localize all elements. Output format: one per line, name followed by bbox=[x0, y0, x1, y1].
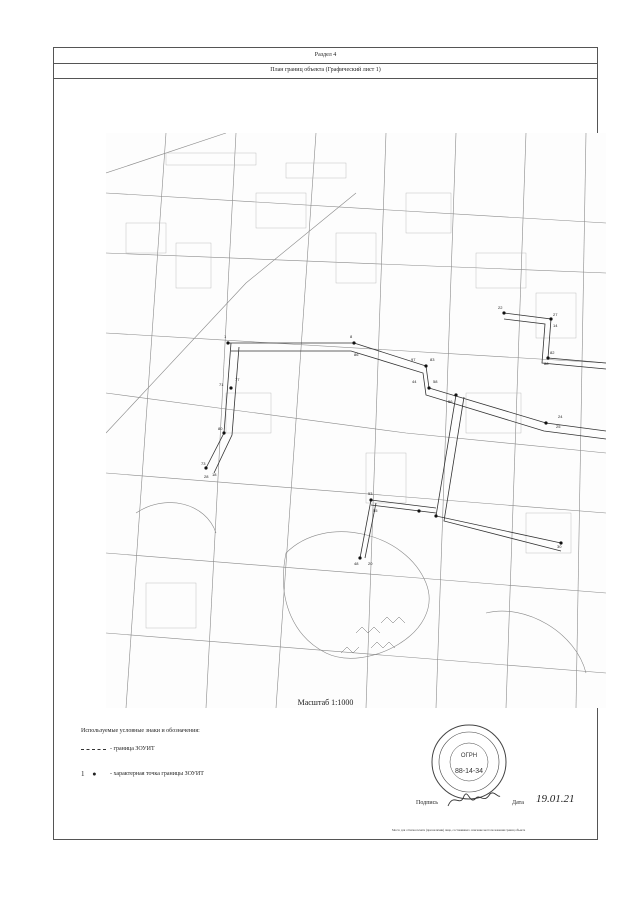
subtitle: План границ объекта (Графический лист 1) bbox=[54, 63, 597, 79]
date-label: Дата bbox=[512, 800, 524, 806]
point-label: 55 bbox=[373, 508, 378, 513]
document-frame bbox=[53, 47, 598, 840]
point-label: 22 bbox=[498, 305, 503, 310]
scale-label: Масштаб 1:1000 bbox=[297, 698, 354, 707]
cadastral-map bbox=[106, 133, 606, 708]
point-label: 58 bbox=[433, 379, 438, 384]
section-title: Раздел 4 bbox=[54, 48, 597, 64]
point-label: 73 bbox=[201, 461, 206, 466]
svg-text:ОГРН: ОГРН bbox=[460, 753, 478, 759]
point-label: 86 bbox=[354, 352, 359, 357]
point-label: 14 bbox=[553, 323, 558, 328]
point-label: 28 bbox=[204, 474, 209, 479]
point-label: 80 bbox=[218, 426, 223, 431]
legend-title: Используемые условные знаки и обозначения: bbox=[81, 728, 200, 734]
legend-item-boundary bbox=[81, 746, 155, 752]
point-label: 82 bbox=[550, 350, 555, 355]
svg-text:88-14-34: 88-14-34 bbox=[454, 768, 484, 775]
point-label: 25 bbox=[556, 424, 561, 429]
point-label: 27 bbox=[553, 312, 558, 317]
signature-label: Подпись bbox=[416, 800, 439, 806]
legend-item-boundary-text: - граница ЗОУИТ bbox=[110, 746, 155, 752]
point-label: 83 bbox=[430, 357, 435, 362]
point-label: 53 bbox=[368, 491, 373, 496]
point-label: 97 bbox=[411, 357, 416, 362]
point-label: 44 bbox=[412, 379, 417, 384]
point-marks-icon: 1 ● bbox=[81, 770, 100, 778]
legend-item-points bbox=[81, 770, 204, 778]
point-label: 20 bbox=[368, 561, 373, 566]
signature-scribble bbox=[446, 788, 501, 810]
legend-item-points-text: - характерная точка границы ЗОУИТ bbox=[110, 771, 204, 777]
point-label: 48 bbox=[354, 561, 359, 566]
point-label: 71 bbox=[219, 382, 224, 387]
point-label: 24 bbox=[558, 414, 563, 419]
point-label: 18 bbox=[212, 472, 217, 477]
point-label: 1 bbox=[224, 334, 227, 339]
date-value: 19.01.21 bbox=[536, 793, 575, 805]
point-label: 30 bbox=[557, 544, 562, 549]
point-label: 88 bbox=[544, 361, 549, 366]
point-label: 77 bbox=[235, 377, 240, 382]
dashed-line-icon bbox=[81, 749, 106, 750]
footnote: Место для оттиска печати (при наличии) лица, составившего описание местоположения границ объекта bbox=[392, 828, 526, 832]
point-label: 56 bbox=[448, 399, 453, 404]
point-label: 8 bbox=[350, 334, 353, 339]
